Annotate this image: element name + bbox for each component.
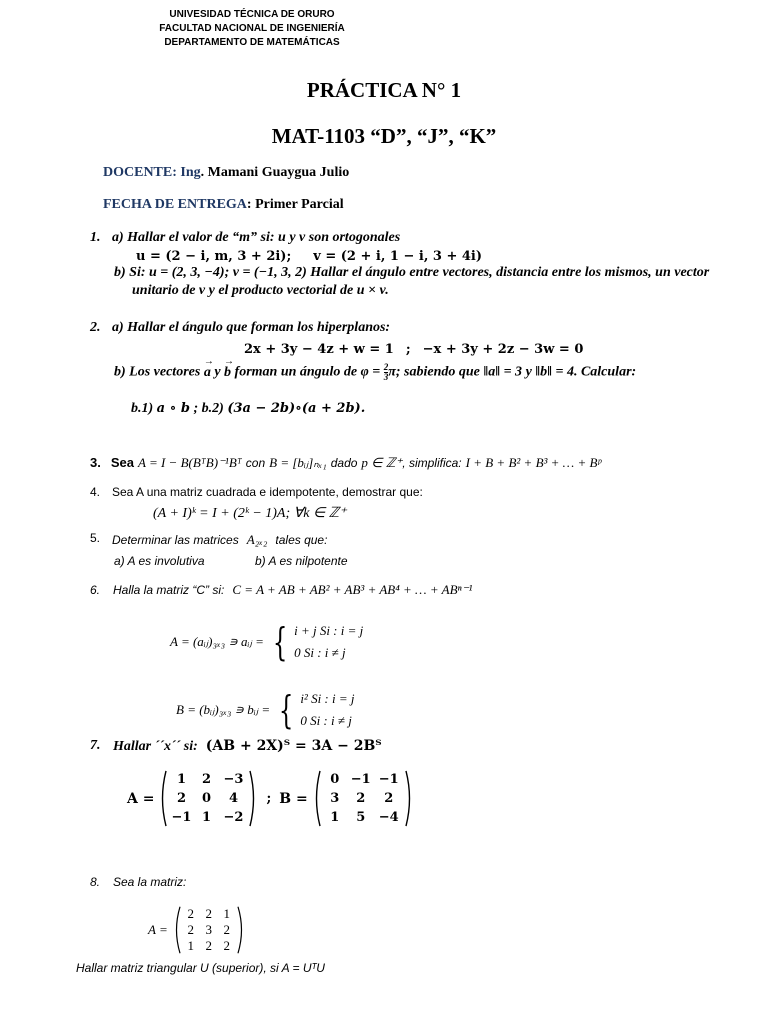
problem-2b-text-1: b) Los vectores	[114, 364, 201, 380]
matrix-b-def-label: B = (bᵢⱼ)₃ₓ₃ ∍ bᵢⱼ =	[176, 702, 271, 717]
matrix-a-cell-1-2: 4	[228, 791, 238, 806]
matrix-b-grid	[324, 770, 402, 827]
hyperplane-separator: ;	[405, 342, 411, 357]
problem-8-text: Sea la matriz:	[113, 875, 187, 889]
teacher-dot: .	[200, 165, 205, 180]
matrix-a-grid	[170, 770, 246, 827]
problem-7-matrices	[127, 770, 414, 827]
matrix-8	[172, 906, 246, 954]
matrix-a-case-2: 0 Si : i ≠ j	[294, 645, 346, 660]
vector-u: u = (2 − i, m, 3 + 2i);	[136, 249, 292, 264]
problem-8-final: Hallar matriz triangular U (superior), si A = UᵀU	[76, 961, 325, 975]
matrix-a-cell-0-1: 2	[201, 772, 211, 787]
problem-5-text-2: tales que:	[275, 533, 328, 547]
matrix-a-definition: A = (aᵢⱼ)₃ₓ₃ ∍ aᵢⱼ = { i + j Si : i = j 0 Si : i ≠ j	[170, 620, 364, 664]
problem-4-text: Sea A una matriz cuadrada e idempotente, demostrar que:	[112, 485, 423, 499]
problem-5-number: 5.	[90, 531, 101, 545]
matrix-b-cell-2-1: 5	[356, 810, 366, 825]
fraction-numerator: 2	[383, 362, 389, 372]
norm-b: ‖b‖ = 4	[535, 364, 574, 380]
matrix-b-cell-2-0: 1	[330, 810, 340, 825]
matrix-b-cell-1-2: 2	[384, 791, 394, 806]
header-line-1: UNIVESIDAD TÉCNICA DE ORURO	[169, 9, 335, 20]
problem-3-sea: Sea	[110, 455, 134, 470]
problem-2-number: 2.	[90, 320, 101, 335]
problem-2b-parts	[131, 401, 365, 417]
matrix-a-label: A =	[127, 790, 155, 807]
matrix-a-def-label: A = (aᵢⱼ)₃ₓ₃ ∍ aᵢⱼ =	[170, 634, 264, 649]
matrix-b-cell-1-1: 2	[356, 791, 366, 806]
matrix-a-cell-0-2: −3	[223, 772, 244, 787]
delivery-value: Primer Parcial	[255, 197, 344, 212]
problem-2b-y: y	[214, 364, 221, 380]
problem-1b-line-2: unitario de v y el producto vectorial de u × v.	[132, 283, 389, 298]
matrix-b-cell-0-1: −1	[350, 772, 371, 787]
course-title: MAT-1103 “D”, “J”, “K”	[271, 124, 497, 148]
part-b2-expression: (3a − 2b)∘(a + 2b).	[227, 401, 366, 416]
vector-v: v = (2 + i, 1 − i, 3 + 4i)	[313, 249, 482, 264]
problem-7-line	[113, 737, 382, 755]
problem-3-con: con	[245, 456, 266, 470]
matrix-a-cell-2-0: −1	[171, 810, 192, 825]
matrix-8-cell-1-1: 3	[205, 922, 212, 937]
teacher-label: DOCENTE: Ing	[103, 165, 201, 180]
hyperplane-equations	[244, 340, 583, 358]
problem-3-sum: I + B + B² + B³ + … + Bᵖ	[465, 455, 602, 470]
matrix-a	[158, 770, 258, 827]
matrix-a-case-1: i + j Si : i = j	[294, 623, 364, 638]
problem-6-line	[113, 581, 472, 599]
vector-b-label: b	[224, 364, 232, 380]
problem-4-expression: (A + I)ᵏ = I + (2ᵏ − 1)A; ∀k ∈ ℤ⁺	[153, 506, 347, 521]
practice-title: PRÁCTICA N° 1	[306, 78, 462, 102]
problem-2b-text-2: forman un ángulo de φ =	[234, 364, 381, 380]
matrix-a-cell-1-1: 0	[201, 791, 211, 806]
matrix-b	[312, 770, 414, 827]
problem-5-text: Determinar las matrices	[112, 533, 239, 547]
problem-3-b-def: B = [bᵢⱼ]ₙₓ₁	[269, 455, 327, 470]
matrix-a-cell-0-0: 1	[176, 772, 186, 787]
header-line-2: FACULTAD NACIONAL DE INGENIERÍA	[159, 23, 345, 34]
problem-7-number: 7.	[90, 738, 101, 753]
delivery-colon: :	[246, 197, 252, 212]
matrix-8-cell-2-2: 2	[223, 938, 230, 953]
matrix-b-definition: B = (bᵢⱼ)₃ₓ₃ ∍ bᵢⱼ = { i² Si : i = j 0 Si : i ≠ j	[176, 688, 355, 732]
problem-7-expression: (AB + 2X)ᵀ = 3A − 2Bᵀ	[205, 738, 382, 754]
problem-2b-line: b) Los vectores → a y → b forman un ángulo de φ = $\frac{2}{3}$ π; sabiendo que ‖a‖ = 3 y ‖b‖ = 4. Calcular:	[114, 355, 637, 382]
matrix-8-cell-1-2: 2	[223, 922, 230, 937]
vector-a-label: a	[203, 364, 211, 380]
problem-3-simplifica: , simplifica:	[402, 456, 462, 470]
hyperplane-2: −x + 3y + 2z − 3w = 0	[422, 342, 584, 357]
part-b2-label: ; b.2)	[193, 401, 224, 416]
teacher-name: Mamani Guaygua Julio	[207, 165, 350, 180]
matrix-b-case-1: i² Si : i = j	[300, 691, 355, 706]
matrix-b-case-2: 0 Si : i ≠ j	[300, 713, 352, 728]
problem-3-expression: A = I − B(BᵀB)⁻¹Bᵀ	[137, 455, 242, 470]
problem-2b-y-2: y	[525, 364, 532, 380]
matrix-b-cell-1-0: 3	[330, 791, 340, 806]
problem-3-dado: dado	[330, 456, 358, 470]
problem-1a-vectors	[136, 247, 482, 265]
part-b1-expression: a ∘ b	[156, 401, 190, 416]
problem-5-matrix: A₂ₓ₂	[246, 532, 268, 547]
problem-5-line	[112, 531, 327, 549]
matrix-b-label: B =	[279, 790, 308, 807]
matrix-a-cell-1-0: 2	[176, 791, 186, 806]
matrix-8-label: A =	[148, 922, 168, 937]
problem-8-matrix	[148, 906, 246, 954]
problem-2a-text: a) Hallar el ángulo que forman los hiperplanos:	[112, 320, 391, 335]
fraction-denominator: 3	[383, 372, 389, 382]
teacher-line	[103, 165, 349, 181]
matrix-8-cell-0-1: 2	[205, 906, 212, 921]
problem-2b-text-4: . Calcular:	[573, 364, 637, 380]
problem-6-number: 6.	[90, 583, 101, 597]
header-line-3: DEPARTAMENTO DE MATEMÁTICAS	[164, 37, 340, 48]
matrix-b-cell-0-0: 0	[330, 772, 340, 787]
problem-4-number: 4.	[90, 485, 101, 499]
problem-2b-text-3: π; sabiendo que	[388, 364, 480, 380]
hyperplane-1: 2x + 3y − 4z + w = 1	[244, 342, 394, 357]
part-b1-label: b.1)	[131, 401, 154, 416]
matrix-b-cell-0-2: −1	[378, 772, 399, 787]
matrix-8-cell-1-0: 2	[187, 922, 194, 937]
delivery-label: FECHA DE ENTREGA	[103, 197, 247, 212]
matrix-8-grid	[182, 906, 236, 954]
problem-3-number: 3.	[90, 455, 101, 470]
matrix-8-cell-0-0: 2	[187, 906, 194, 921]
norm-a: ‖a‖ = 3	[483, 364, 523, 380]
problem-1b-line-1: b) Si: u = (2, 3, −4); v = (−1, 3, 2) Hallar el ángulo entre vectores, distancia entre los mismos, un vector	[114, 265, 710, 280]
problem-6-expression: C = A + AB + AB² + AB³ + AB⁴ + … + ABⁿ⁻¹	[232, 582, 473, 597]
matrix-8-cell-0-2: 1	[223, 906, 230, 921]
matrix-8-cell-2-1: 2	[205, 938, 212, 953]
matrix-a-cell-2-1: 1	[201, 810, 211, 825]
matrix-b-cell-2-2: −4	[378, 810, 399, 825]
delivery-line	[103, 197, 344, 213]
matrix-separator: ;	[266, 791, 272, 806]
problem-8-number: 8.	[90, 875, 101, 889]
matrix-8-cell-2-0: 1	[187, 938, 194, 953]
university-header	[122, 8, 382, 50]
problem-1-number: 1.	[90, 230, 101, 245]
problem-3-p-domain: p ∈ ℤ⁺	[361, 455, 403, 470]
problem-3-line	[90, 454, 601, 472]
problem-5a: a) A es involutiva	[114, 554, 205, 568]
problem-6-text: Halla la matriz “C” si:	[113, 583, 225, 597]
problem-1a-text: a) Hallar el valor de “m” si: u y v son ortogonales	[112, 230, 401, 245]
matrix-a-cell-2-2: −2	[223, 810, 244, 825]
problem-7-text: Hallar ´´x´´ si:	[113, 739, 198, 754]
problem-5b: b) A es nilpotente	[255, 554, 348, 568]
